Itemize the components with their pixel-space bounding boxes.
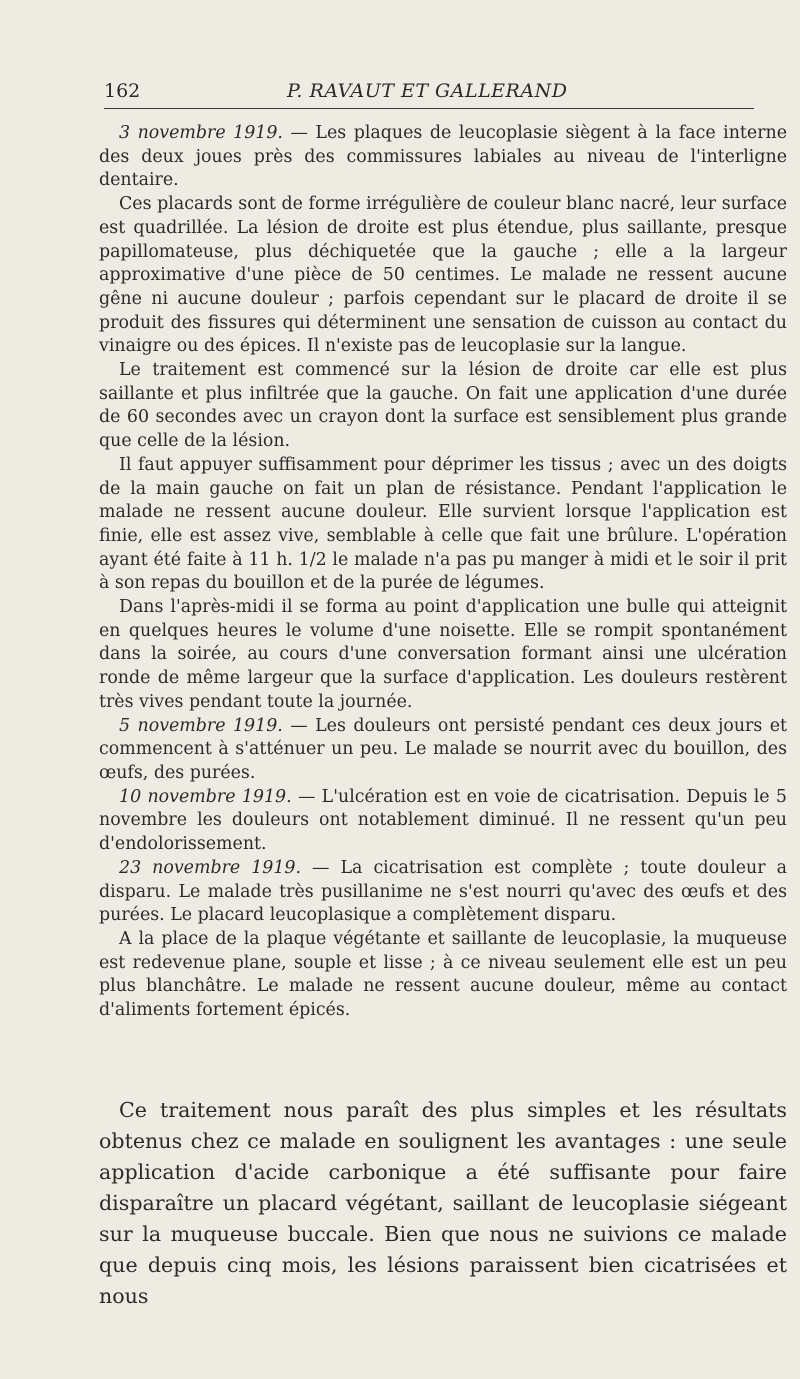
page-header: [104, 78, 754, 109]
paragraph-text: Ces placards sont de forme irrégulière de couleur blanc nacré, leur surface est quadrillée. La lésion de droite est plus étendue, plus saillante, presque papillomateuse, plus déchiquetée que la gauche ; elle a la largeur approximative d'une pièce de 50 centimes. Le malade ne ressent aucune gêne ni aucune douleur ; parfois cependant sur le placard de droite il se produit des fissures qui déterminent une sensation de cuisson au contact du vinaigre ou des épices. Il n'existe pas de leucoplasie sur la langue.: [99, 194, 787, 357]
paragraph-text: Dans l'après-midi il se forma au point d'application une bulle qui atteignit en quelques heures le volume d'une noisette. Elle se rompit spontanément dans la soirée, au cours d'une conversation formant ainsi une ulcération ronde de même largeur que la surface d'application. Les douleurs restèrent très vives pendant toute la journée.: [99, 597, 787, 712]
date-entry: 23 novembre 1919.: [119, 857, 302, 878]
paragraph: [99, 786, 787, 857]
paragraph: [99, 596, 787, 715]
paragraph-text: Il faut appuyer suffisamment pour déprimer les tissus ; avec un des doigts de la main gauche on fait un plan de résistance. Pendant l'application le malade ne ressent aucune douleur. Elle survient lorsque l'application est finie, elle est assez vive, semblable à celle que fait une brûlure. L'opération ayant été faite à 11 h. 1/2 le malade n'a pas pu manger à midi et le soir il prit à son repas du bouillon et de la purée de légumes.: [99, 454, 787, 594]
date-entry: 5 novembre 1919.: [119, 715, 283, 736]
paragraph: [99, 715, 787, 786]
paragraph: [99, 928, 787, 1023]
page-number: 162: [104, 80, 141, 102]
paragraph-text: — Les douleurs ont persisté pendant ces deux jours et commencent à s'atténuer un peu. Le malade se nourrit avec du bouillon, des œufs, des purées.: [99, 715, 788, 783]
date-entry: 10 novembre 1919.: [119, 786, 292, 807]
paragraph: [99, 359, 787, 454]
paragraph-text: Le traitement est commencé sur la lésion de droite car elle est plus saillante et plus infiltrée que la gauche. On fait une application d'une durée de 60 secondes avec un crayon dont la surface est sensiblement plus grande que celle de la lésion.: [99, 360, 787, 452]
paragraph-text: — La cicatrisation est complète ; toute douleur a disparu. Le malade très pusillanime ne s'est nourri qu'avec des œufs et des purées. Le placard leucoplasique a complètement disparu.: [99, 857, 787, 926]
paragraph-text: A la place de la plaque végétante et saillante de leucoplasie, la muqueuse est redevenue plane, souple et lisse ; à ce niveau seulement elle est un peu plus blanchâtre. Le malade ne ressent aucune douleur, même au contact d'aliments fortement épicés.: [99, 928, 787, 1021]
paragraph-text: — Les plaques de leucoplasie siègent à la face interne des deux joues près des commissures labiales au niveau de l'interligne dentaire.: [99, 123, 788, 191]
paragraph: [99, 454, 787, 596]
paragraph: [99, 122, 787, 193]
date-entry: 3 novembre 1919.: [119, 123, 283, 143]
paragraph: [99, 857, 787, 928]
conclusion-section: [99, 1095, 787, 1312]
paragraph-text: — L'ulcération est en voie de cicatrisation. Depuis le 5 novembre les douleurs ont notablement diminué. Il ne ressent qu'un peu d'endolorissement.: [99, 786, 787, 855]
paragraph: [99, 193, 787, 359]
conclusion-paragraph: Ce traitement nous paraît des plus simples et les résultats obtenus chez ce malade en soulignent les avantages : une seule application d'acide carbonique a été suffisante pour faire disparaître un placard végétant, saillant de leucoplasie siégeant sur la muqueuse buccale. Bien que nous ne suivions ce malade que depuis cinq mois, les lésions paraissent bien cicatrisées et nous: [99, 1098, 787, 1308]
clinical-notes: [99, 122, 787, 1023]
running-title: P. RAVAUT ET GALLERAND: [287, 80, 568, 102]
